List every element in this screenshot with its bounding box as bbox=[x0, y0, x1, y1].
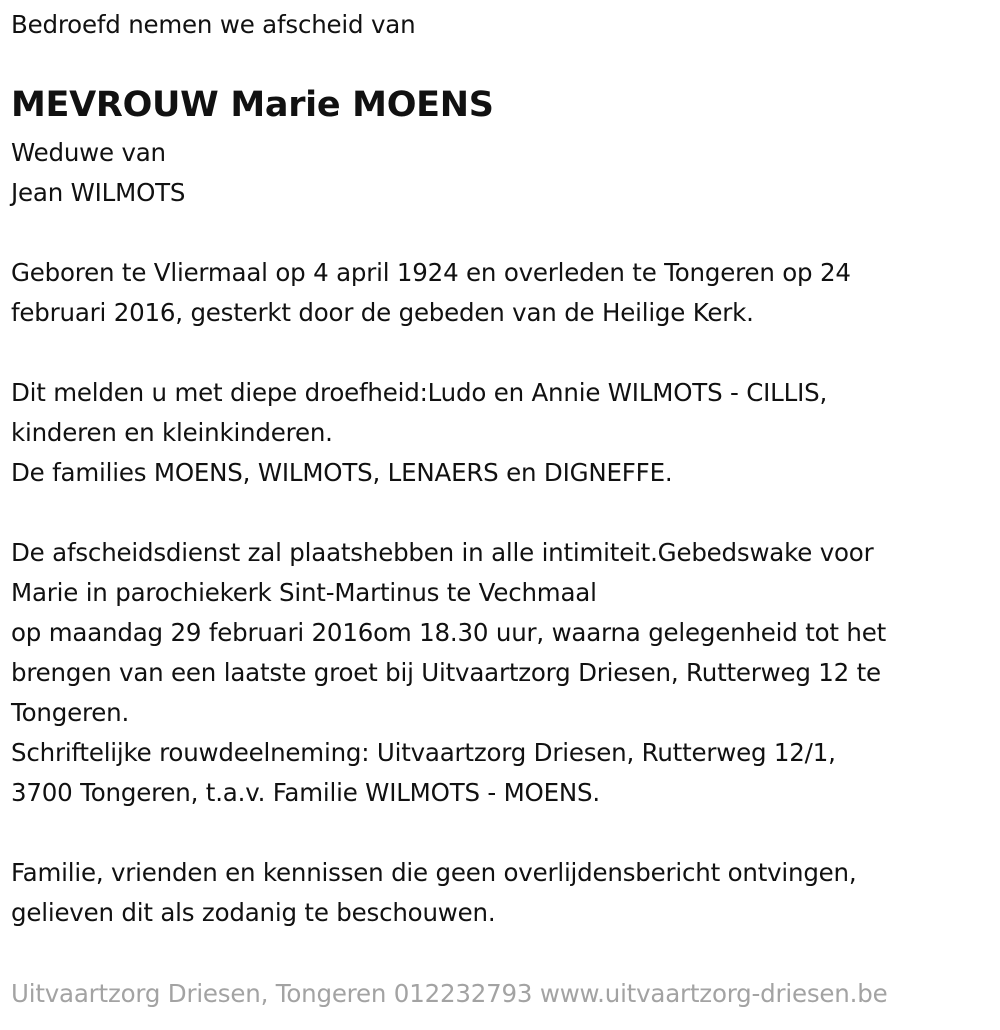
widow-section bbox=[11, 133, 185, 213]
text-line: Schriftelijke rouwdeelneming: Uitvaartzorg Driesen, Rutterweg 12/1, bbox=[11, 738, 836, 767]
text-line: gelieven dit als zodanig te beschouwen. bbox=[11, 898, 496, 927]
text-line: februari 2016, gesterkt door de gebeden van de Heilige Kerk. bbox=[11, 298, 754, 327]
text-line: brengen van een laatste groet bij Uitvaartzorg Driesen, Rutterweg 12 te bbox=[11, 658, 881, 687]
text-line: Familie, vrienden en kennissen die geen overlijdensbericht ontvingen, bbox=[11, 858, 857, 887]
text-line: op maandag 29 februari 2016om 18.30 uur, waarna gelegenheid tot het bbox=[11, 618, 887, 647]
deceased-name: MEVROUW Marie MOENS bbox=[11, 85, 494, 125]
text-line: Geboren te Vliermaal op 4 april 1924 en overleden te Tongeren op 24 bbox=[11, 258, 851, 287]
birth-death-section bbox=[11, 253, 851, 333]
announcement-section bbox=[11, 373, 827, 493]
text-line: Dit melden u met diepe droefheid:Ludo en Annie WILMOTS - CILLIS, bbox=[11, 378, 828, 407]
text-line: De families MOENS, WILMOTS, LENAERS en DIGNEFFE. bbox=[11, 458, 673, 487]
text-line: De afscheidsdienst zal plaatshebben in alle intimiteit.Gebedswake voor bbox=[11, 538, 874, 567]
funeral-home-footer: Uitvaartzorg Driesen, Tongeren 012232793 www.uitvaartzorg-driesen.be bbox=[11, 979, 888, 1008]
widow-label: Weduwe van bbox=[11, 138, 166, 167]
text-line: Marie in parochiekerk Sint-Martinus te Vechmaal bbox=[11, 578, 597, 607]
text-line: Tongeren. bbox=[11, 698, 130, 727]
text-line: kinderen en kleinkinderen. bbox=[11, 418, 333, 447]
intro-text: Bedroefd nemen we afscheid van bbox=[11, 10, 416, 39]
text-line: 3700 Tongeren, t.a.v. Familie WILMOTS - MOENS. bbox=[11, 778, 600, 807]
service-section bbox=[11, 533, 886, 813]
spouse-name: Jean WILMOTS bbox=[11, 178, 186, 207]
family-section bbox=[11, 853, 856, 933]
